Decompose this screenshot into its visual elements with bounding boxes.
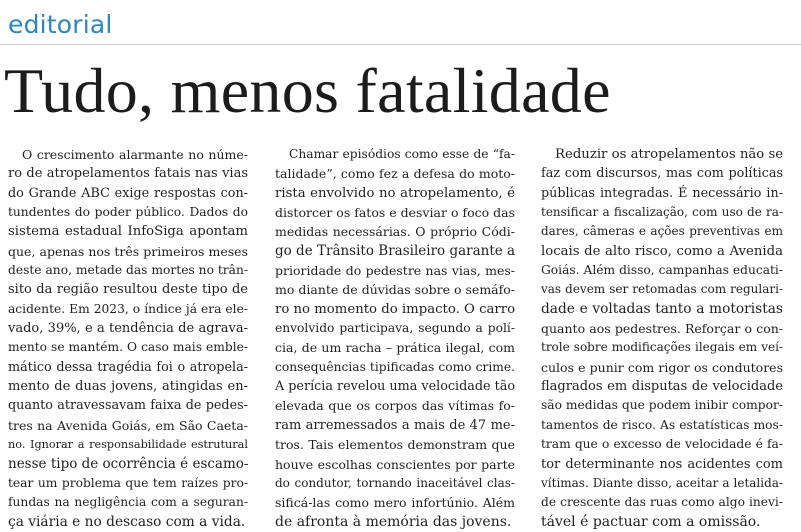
text-line: públicas integradas. É necessário in- <box>541 185 783 201</box>
text-line: nesse tipo de ocorrência é escamo- <box>8 455 248 472</box>
text-line: vado, 39%, e a tendência de agrava- <box>8 321 248 337</box>
article-column-1 <box>8 145 248 532</box>
text-line: mento de duas jovens, atingidas en- <box>8 379 248 395</box>
text-line: faz com discursos, mas com políticas <box>541 166 783 182</box>
section-label: editorial <box>8 10 113 39</box>
text-line: de afronta à memória das jovens. <box>275 513 512 530</box>
text-line: houve escolhas conscientes por parte <box>275 456 515 472</box>
text-line: mático dessa tragédia foi o atropela- <box>8 359 248 375</box>
text-line: dares, câmeras e ações preventivas em <box>541 224 783 239</box>
text-line: tram que o excesso de velocidade é fa- <box>541 437 783 452</box>
text-line: culos e punir com rigor os condutores <box>541 359 783 375</box>
text-line: envolvido participava, segundo a polí- <box>275 321 515 336</box>
text-line: tamentos de risco. As estatísticas mos- <box>541 417 783 432</box>
text-line: go de Trânsito Brasileiro garante a <box>275 242 515 259</box>
text-line: prioridade do pedestre nas vias, mes- <box>275 263 515 279</box>
text-line: deste ano, metade das mortes no trân- <box>8 263 248 278</box>
headline: Tudo, menos fatalidade <box>4 55 611 126</box>
text-line: de crescente das ruas como algo inevi- <box>541 495 783 510</box>
text-line: vas devem ser retomadas com regulari- <box>541 282 783 297</box>
section-rule <box>0 44 801 45</box>
text-line: vítimas. Diante disso, aceitar a letalida- <box>541 475 783 490</box>
text-line: Reduzir os atropelamentos não se <box>555 147 783 162</box>
text-line: Goiás. Além disso, campanhas educati- <box>541 263 783 278</box>
text-line: tres na Avenida Goiás, em São Caeta- <box>8 417 248 433</box>
text-line: tear um problema que tem raízes pro- <box>8 475 248 490</box>
text-line: são medidas que podem inibir compor- <box>541 398 783 413</box>
text-line: dade e voltadas tanto a motoristas <box>541 300 783 317</box>
text-line: ça viária e no descaso com a vida. <box>8 513 246 530</box>
text-line: mento se mantém. O caso mais emble- <box>8 340 248 355</box>
text-line: tros. Tais elementos demonstram que <box>275 437 515 453</box>
text-line: sito da região resultou deste tipo de <box>8 282 248 298</box>
text-line: ro de atropelamentos fatais nas vias <box>8 166 248 182</box>
text-line: consequências tipificadas como crime. <box>275 359 515 374</box>
text-line: acidente. Em 2023, o índice já era ele- <box>8 301 248 316</box>
text-line: tor determinante nos acidentes com <box>541 456 783 472</box>
text-line: cia, de um racha – prática ilegal, com <box>275 340 515 356</box>
article-column-3 <box>541 145 783 532</box>
text-line: tável é pactuar com a omissão. <box>541 513 761 530</box>
text-line: do Grande ABC exige respostas con- <box>8 185 248 201</box>
text-line: do condutor, tornando inaceitável clas- <box>275 475 515 490</box>
text-line: no. Ignorar a responsabilidade estrutural <box>8 438 248 452</box>
text-line: que, apenas nos três primeiros meses <box>8 243 248 259</box>
text-line: fundas na negligência com a seguran- <box>8 495 248 510</box>
text-line: sistema estadual InfoSiga apontam <box>8 224 248 240</box>
text-line: ram arremessados a mais de 47 me- <box>275 417 515 433</box>
text-line: trole sobre modificações ilegais em veí- <box>541 340 783 355</box>
text-line: quanto atravessavam faixa de pedes- <box>8 398 248 414</box>
text-line: tundentes do poder público. Dados do <box>8 205 248 220</box>
text-line: mo diante de dúvidas sobre o semáfo- <box>275 282 515 298</box>
text-line: sificá-las como mero infortúnio. Além <box>275 495 515 511</box>
text-line: medidas necessárias. O próprio Códi- <box>275 224 515 240</box>
article-column-2 <box>275 145 515 532</box>
text-line: talidade”, como fez a defesa do moto- <box>275 166 515 182</box>
text-line: A perícia revelou uma velocidade tão <box>275 379 515 395</box>
text-line: flagrados em disputas de velocidade <box>541 379 783 395</box>
text-line: Chamar episódios como esse de “fa- <box>289 147 515 161</box>
text-line: locais de alto risco, como a Avenida <box>541 243 783 259</box>
text-line: quanto aos pedestres. Reforçar o con- <box>541 321 783 337</box>
text-line: rista envolvido no atropelamento, é <box>275 185 515 201</box>
text-line: distorcer os fatos e desviar o foco das <box>275 205 515 221</box>
text-line: tensificar a fiscalização, com uso de ra- <box>541 205 783 220</box>
text-line: O crescimento alarmante no núme- <box>22 147 248 162</box>
text-line: ro no momento do impacto. O carro <box>275 301 515 317</box>
text-line: elevada que os corpos das vítimas fo- <box>275 398 515 414</box>
